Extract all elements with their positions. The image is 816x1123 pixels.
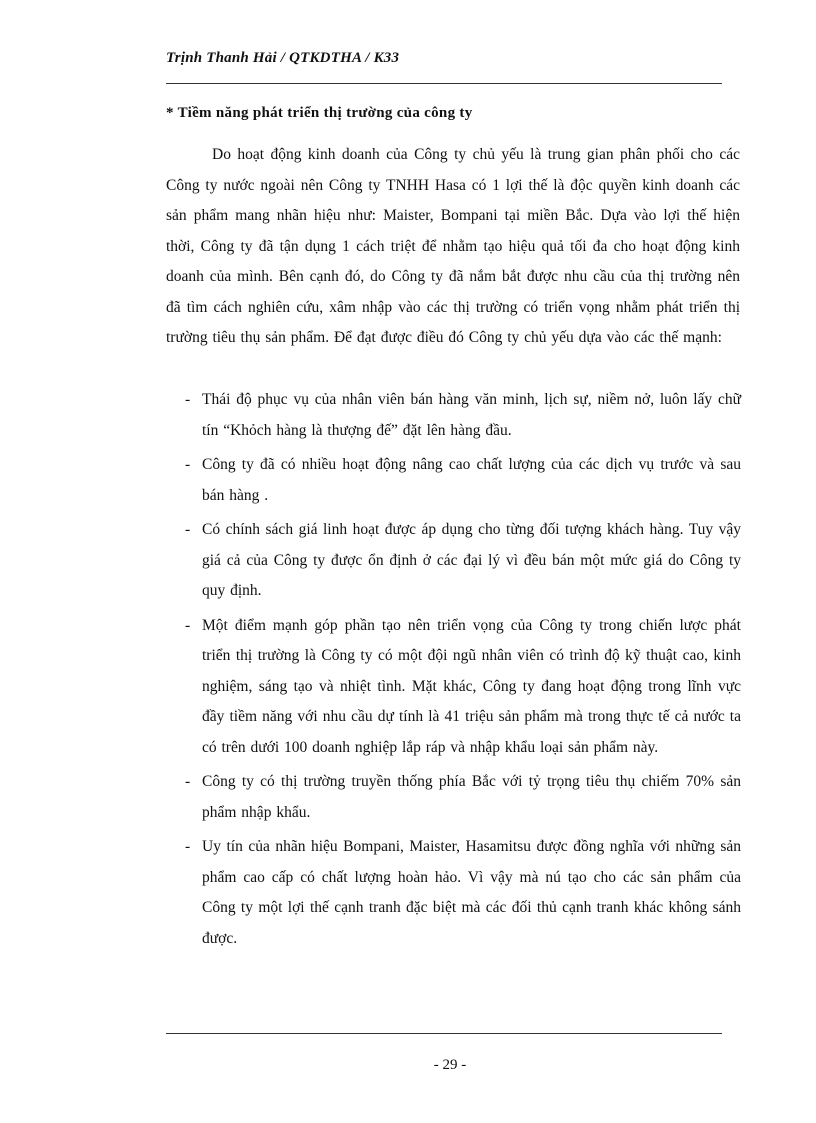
list-item <box>185 767 741 828</box>
bullet-dash: - <box>185 616 191 634</box>
strengths-list <box>185 385 741 958</box>
bullet-dash: - <box>185 391 191 408</box>
bullet-dash: - <box>185 456 191 473</box>
footer-rule <box>166 1033 722 1034</box>
list-item <box>185 385 741 446</box>
bullet-dash: - <box>185 521 191 538</box>
running-header: Trịnh Thanh Hải / QTKDTHA / K33 <box>166 50 400 66</box>
list-item-text: Một điểm mạnh góp phần tạo nên triển vọng của Công ty trong chiến lược phát triển thị trường là Công ty có một đội ngũ nhân viên có trình độ kỹ thuật cao, kinh nghiệm, sáng tạo và nhiệt tình. Mặt khác, Công ty đang hoạt động trong lĩnh vực đầy tiềm năng với nhu cầu dự tính là 41 triệu sản phẩm mà trong thực tế cả nước ta có trên dưới 100 doanh nghiệp lắp ráp và nhập khẩu loại sản phẩm này. <box>202 616 741 756</box>
body-paragraph: Do hoạt động kinh doanh của Công ty chủ yếu là trung gian phân phối cho các Công ty nước ngoài nên Công ty TNHH Hasa có 1 lợi thế là độc quyền kinh doanh các sản phẩm mang nhãn hiệu như: Maister, Bompani tại miền Bắc. Dựa vào lợi thế hiện thời, Công ty đã tận dụng 1 cách triệt để nhằm tạo hiệu quả tối đa cho hoạt động kinh doanh của mình. Bên cạnh đó, do Công ty đã nắm bắt được nhu cầu của thị trường nên đã tìm cách nghiên cứu, xâm nhập vào các thị trường có triển vọng nhằm phát triển thị trường tiêu thụ sản phẩm. Để đạt được điều đó Công ty chủ yếu dựa vào các thế mạnh: <box>166 146 740 346</box>
section-heading: * Tiềm năng phát triển thị trường của công ty <box>166 105 473 121</box>
list-item-text: Có chính sách giá linh hoạt được áp dụng cho từng đối tượng khách hàng. Tuy vậy giá cả của Công ty được ổn định ở các đại lý vì đều bán một mức giá do Công ty quy định. <box>202 521 741 599</box>
list-item <box>185 611 741 764</box>
page-number: - 29 - <box>433 1057 467 1073</box>
list-item <box>185 515 741 607</box>
header-rule <box>166 83 722 84</box>
bullet-dash: - <box>185 838 191 855</box>
list-item-text: Thái độ phục vụ của nhân viên bán hàng văn minh, lịch sự, niềm nở, luôn lấy chữ tín “Khỏch hàng là thượng đế” đặt lên hàng đầu. <box>202 391 741 439</box>
list-item-text: Công ty có thị trường truyền thống phía Bắc với tỷ trọng tiêu thụ chiếm 70% sản phẩm nhập khẩu. <box>202 773 741 821</box>
list-item <box>185 450 741 511</box>
list-item-text: Công ty đã có nhiều hoạt động nâng cao chất lượng của các dịch vụ trước và sau bán hàng . <box>202 456 741 504</box>
list-item <box>185 832 741 954</box>
list-item-text: Uy tín của nhãn hiệu Bompani, Maister, Hasamitsu được đồng nghĩa với những sản phẩm cao cấp có chất lượng hoàn hảo. Vì vậy mà nú tạo cho các sản phẩm của Công ty một lợi thế cạnh tranh đặc biệt mà các đối thủ cạnh tranh khác không sánh được. <box>202 838 741 947</box>
bullet-dash: - <box>185 773 191 790</box>
